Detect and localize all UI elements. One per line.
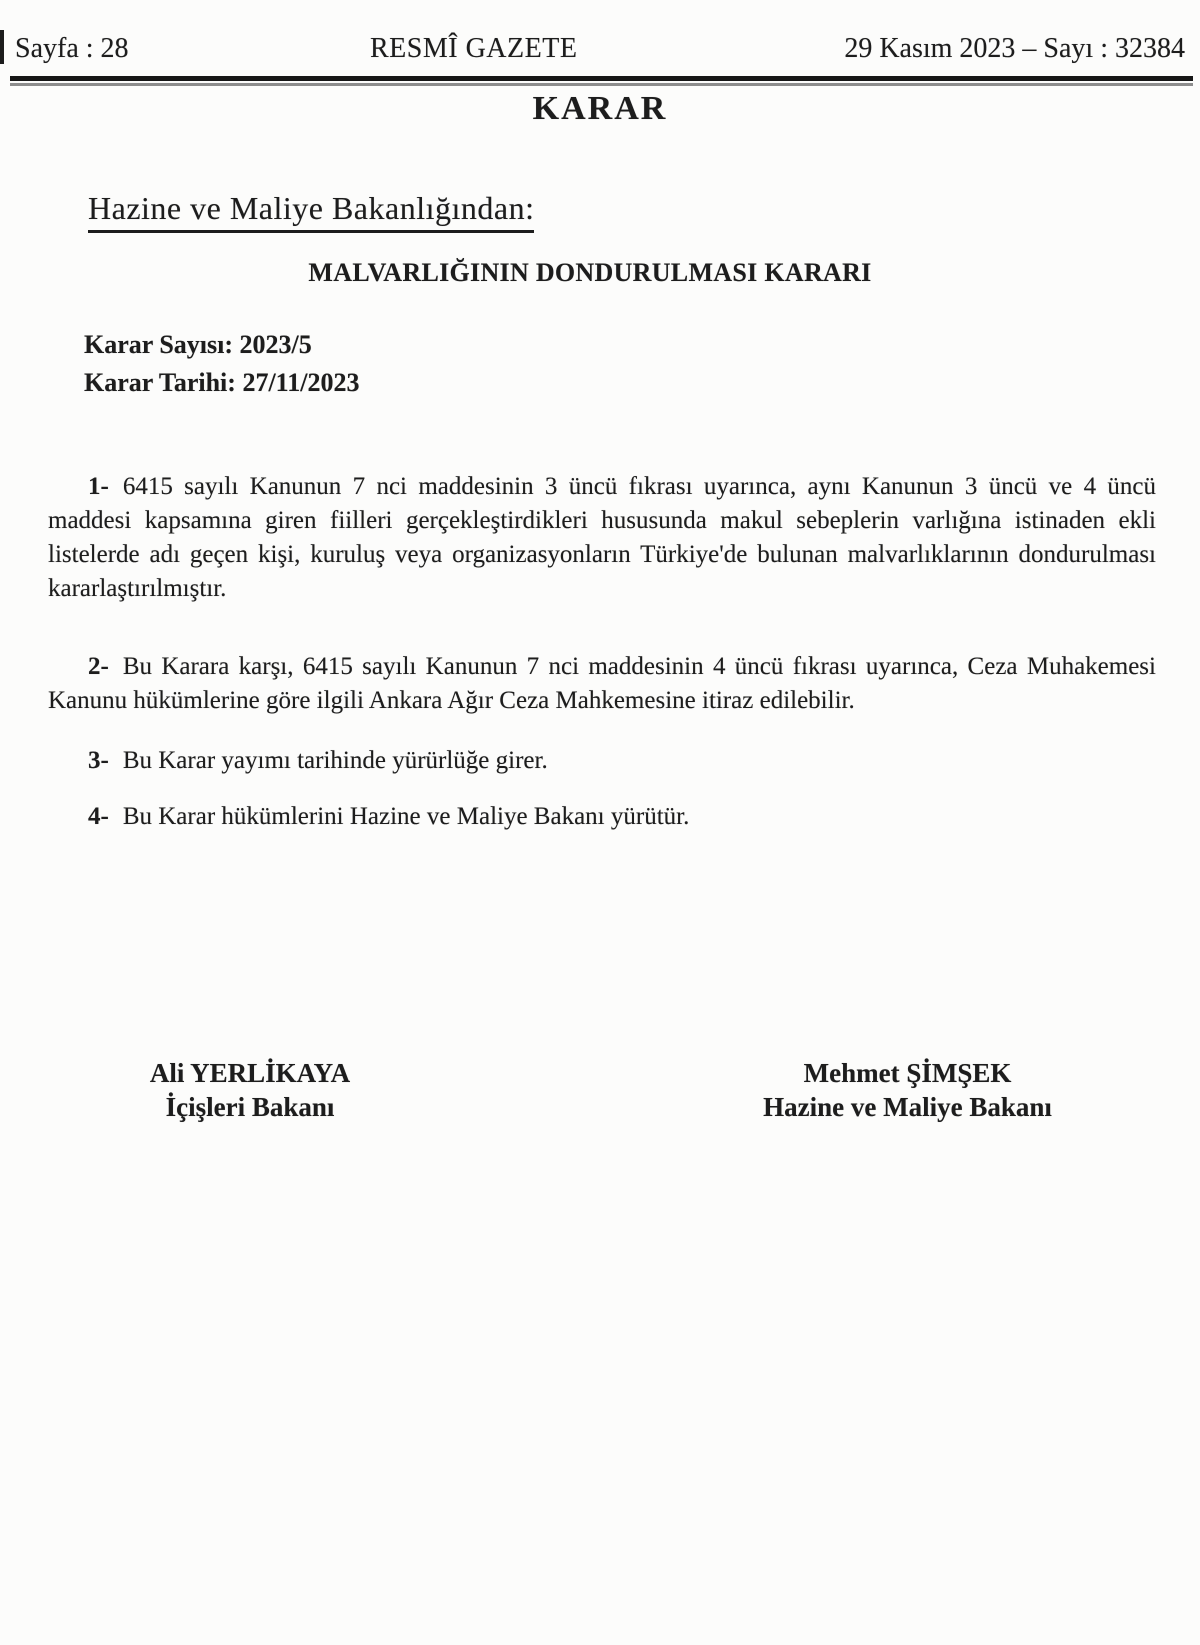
article-4-text: Bu Karar hükümlerini Hazine ve Maliye Bakanı yürütür. <box>122 803 690 830</box>
decision-date-value: 27/11/2023 <box>242 368 360 397</box>
article-3-text: Bu Karar yayımı tarihinde yürürlüğe girer. <box>122 747 548 774</box>
issuing-authority-text: Hazine ve Maliye Bakanlığından: <box>88 190 534 233</box>
article-4 <box>48 800 1156 834</box>
decision-number-row <box>84 326 359 364</box>
article-4-number: 4- <box>88 803 109 830</box>
section-title: KARAR <box>532 90 668 127</box>
signature-interior-minister <box>90 1056 410 1124</box>
signatory-name: Ali YERLİKAYA <box>149 1058 351 1088</box>
decision-date-row <box>84 364 359 402</box>
page-number-label: Sayfa : 28 <box>15 33 129 64</box>
article-1 <box>48 470 1156 606</box>
article-2-text: Bu Karara karşı, 6415 sayılı Kanunun 7 nci maddesinin 4 üncü fıkrası uyarınca, Ceza Muhakemesi Kanunu hükümlerine göre ilgili Ankara Ağır Ceza Mahkemesine itiraz edilebilir. <box>48 653 1156 714</box>
header-divider-thin-line <box>10 83 1193 86</box>
decision-body <box>48 470 1156 834</box>
article-3 <box>48 744 1156 778</box>
signatory-title: İçişleri Bakanı <box>165 1092 335 1122</box>
decision-date-label: Karar Tarihi: <box>84 368 236 397</box>
article-1-text: 6415 sayılı Kanunun 7 nci maddesinin 3 üncü fıkrası uyarınca, aynı Kanunun 3 üncü ve 4 üncü maddesi kapsamına giren fiilleri gerçekleştirdikleri hususunda makul sebeplerin varlığına istinaden ekli listelerde adı geçen kişi, kuruluş veya organizasyonların Türkiye'de bulunan malvarlıklarının dondurulması kararlaştırılmıştır. <box>48 473 1156 602</box>
header-divider <box>10 76 1193 86</box>
article-2 <box>48 650 1156 718</box>
header-divider-thick-line <box>10 76 1193 81</box>
gazette-name: RESMÎ GAZETE <box>370 33 578 64</box>
signature-finance-minister <box>740 1056 1075 1124</box>
signatory-title: Hazine ve Maliye Bakanı <box>763 1092 1052 1122</box>
decision-number-value: 2023/5 <box>239 330 312 359</box>
signatory-name: Mehmet ŞİMŞEK <box>803 1058 1012 1088</box>
issuing-authority-heading <box>88 190 534 233</box>
article-1-number: 1- <box>88 473 109 500</box>
article-3-number: 3- <box>88 747 109 774</box>
decision-number-label: Karar Sayısı: <box>84 330 234 359</box>
decision-meta <box>84 326 359 402</box>
page-header <box>0 33 1200 73</box>
decision-title: MALVARLIĞININ DONDURULMASI KARARI <box>308 258 872 287</box>
issue-date-number: 29 Kasım 2023 – Sayı : 32384 <box>844 33 1185 64</box>
article-2-number: 2- <box>88 653 109 680</box>
